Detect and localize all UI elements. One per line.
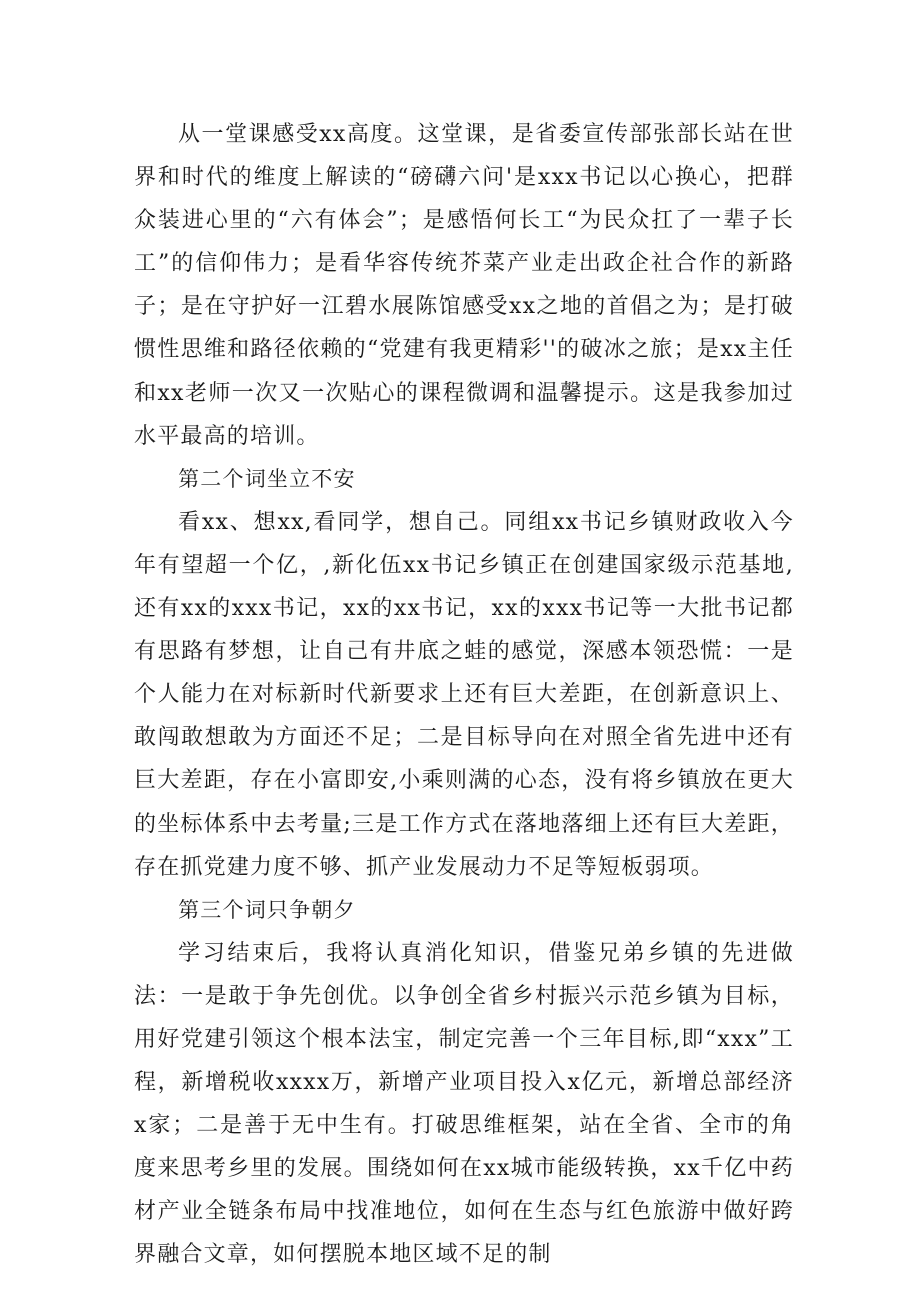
section-heading-2: 第二个词坐立不安: [178, 466, 356, 491]
paragraph-self-reflection: 看xx、想xx,看同学，想自己。同组xx书记乡镇财政收入今年有望超一个亿，,新化伍xx书记乡镇正在创建国家级示范基地,还有xx的xxx书记，xx的xx书记，xx的xxx书记等一大批书记都有思路有梦想，让自己有井底之蛙的感觉，深感本领恐慌：一是个人能力在对标新时代新要求上还有巨大差距，在创新意识上、敢闯敢想敢为方面还不足；二是目标导向在对照全省先进中还有巨大差距，存在小富即安,小乘则满的心态，没有将乡镇放在更大的坐标体系中去考量;三是工作方式在落地落细上还有巨大差距，存在抓党建力度不够、抓产业发展动力不足等短板弱项。: [134, 509, 794, 880]
paragraph-course-impressions: 从一堂课感受xx高度。这堂课，是省委宣传部张部长站在世界和时代的维度上解读的“磅礴六问'是xxx书记以心换心，把群众装进心里的“六有体会”；是感悟何长工“为民众扛了一辈子长工”的信仰伟力；是看华容传统芥菜产业走出政企社合作的新路子；是在守护好一江碧水展陈馆感受xx之地的首倡之为；是打破惯性思维和路径依赖的“党建有我更精彩''的破冰之旅；是xx主任和xx老师一次又一次贴心的课程微调和温馨提示。这是我参加过水平最高的培训。: [134, 122, 794, 449]
paragraph-action-plan: 学习结束后，我将认真消化知识，借鉴兄弟乡镇的先进做法：一是敢于争先创优。以争创全省乡村振兴示范乡镇为目标，用好党建引领这个根本法宝，制定完善一个三年目标,即“xxx”工程，新增税收xxxx万，新增产业项目投入x亿元，新增总部经济x家；二是善于无中生有。打破思维框架，站在全省、全市的角度来思考乡里的发展。围绕如何在xx城市能级转换，xx千亿中药材产业全链条布局中找准地位，如何在生态与红色旅游中做好跨界融合文章，如何摆脱本地区域不足的制: [134, 940, 794, 1268]
section-heading-3: 第三个词只争朝夕: [178, 897, 356, 922]
document-body: [134, 113, 794, 1277]
